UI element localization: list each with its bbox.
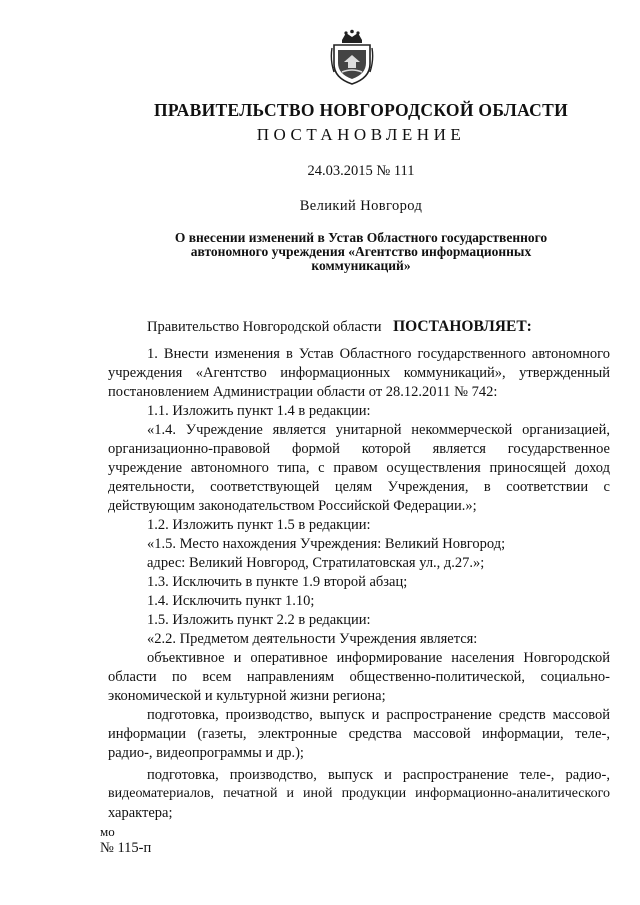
body-line: действующим законодательством Российской Федерации.»;: [108, 498, 477, 514]
preamble-text: Правительство Новгородской области: [147, 319, 382, 335]
title-line: автономного учреждения «Агентство информационных: [190, 244, 532, 259]
body-line: учреждение автономного типа, с правом осуществления приносящей доход: [108, 460, 610, 476]
body-line: 1.1. Изложить пункт 1.4 в редакции:: [147, 403, 371, 419]
footer-number: № 115-п: [100, 840, 152, 856]
document-city: Великий Новгород: [299, 198, 423, 214]
body-line: организационно-правовой формой которой является государственное: [108, 441, 610, 457]
title-line: коммуникаций»: [311, 258, 411, 273]
body-line: подготовка, производство, выпуск и распространение средств массовой: [147, 707, 610, 723]
body-line: характера;: [108, 805, 173, 821]
document-title: [0, 231, 640, 273]
body-line: адрес: Великий Новгород, Стратилатовская ул., д.27.»;: [147, 555, 485, 571]
body-line: информации (газеты, электронные средства массовой информации, теле-,: [108, 726, 610, 742]
body-line: радио-, видеопрограммы и др.);: [108, 745, 304, 761]
body-line: «2.2. Предметом деятельности Учреждения является:: [147, 631, 478, 647]
body-line: 1. Внести изменения в Устав Областного государственного автономного: [147, 346, 610, 362]
body-line: области по всем направлениям общественно-политической, социально-: [108, 669, 610, 685]
title-line: О внесении изменений в Устав Областного государственного: [174, 230, 548, 245]
body-line: экономической и культурной жизни региона;: [108, 688, 386, 704]
body-line: учреждения «Агентство информационных коммуникаций», утвержденный: [108, 365, 610, 381]
body-line: 1.2. Изложить пункт 1.5 в редакции:: [147, 517, 371, 533]
footer-code: мо: [100, 824, 115, 839]
body-line: 1.5. Изложить пункт 2.2 в редакции:: [147, 612, 371, 628]
body-line: «1.4. Учреждение является унитарной некоммерческой организацией,: [147, 422, 610, 438]
document-type: ПОСТАНОВЛЕНИЕ: [256, 125, 466, 144]
body-line: объективное и оперативное информирование населения Новгородской: [147, 650, 610, 666]
body-line: 1.4. Исключить пункт 1.10;: [147, 593, 315, 609]
body-line: подготовка, производство, выпуск и распространение теле-, радио-,: [147, 767, 610, 783]
document-date-number: 24.03.2015 № 111: [307, 163, 415, 179]
body-line: постановлением Администрации области от 28.12.2011 № 742:: [108, 384, 498, 400]
body-line: видеоматериалов, печатной и иной продукции информационно-аналитического: [108, 786, 610, 801]
body-line: 1.3. Исключить в пункте 1.9 второй абзац;: [147, 574, 408, 590]
body-line: деятельности, соответствующей целям Учреждения, в соответствии с: [108, 479, 610, 495]
preamble-verb: ПОСТАНОВЛЯЕТ:: [393, 318, 532, 335]
preamble: [147, 318, 532, 336]
government-heading: ПРАВИТЕЛЬСТВО НОВГОРОДСКОЙ ОБЛАСТИ: [154, 100, 568, 120]
body-line: «1.5. Место нахождения Учреждения: Великий Новгород;: [147, 536, 506, 552]
novgorod-coat-of-arms-icon: [330, 28, 374, 86]
